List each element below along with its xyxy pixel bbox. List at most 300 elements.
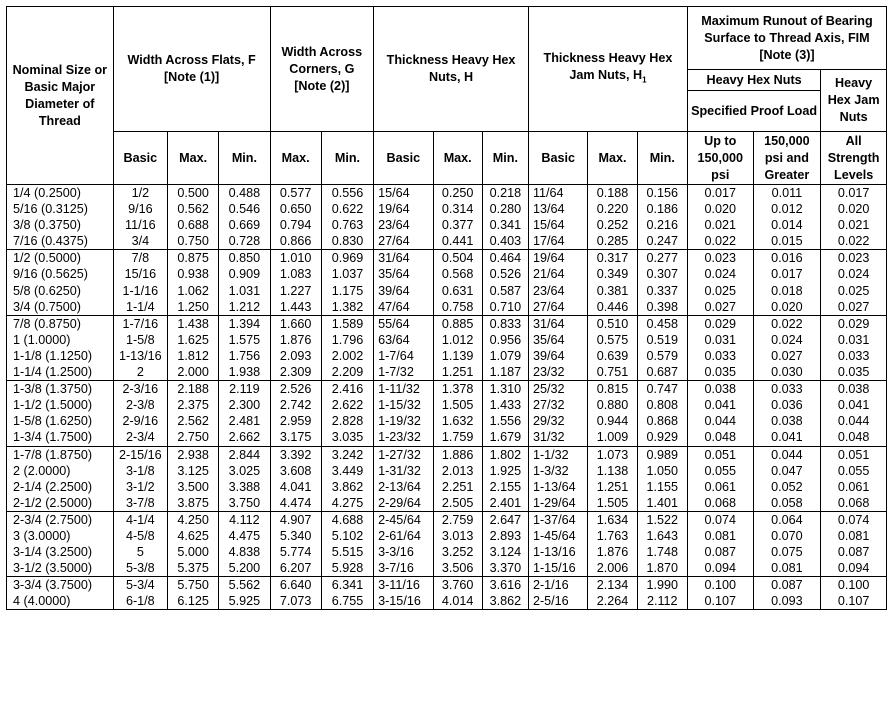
- cell-runout-jam: [821, 185, 887, 250]
- cell-flats-basic: [113, 446, 167, 511]
- cell-value: 1/4 (0.2500): [13, 186, 81, 200]
- cell-value: 0.021: [837, 218, 870, 233]
- cell-value: 4.475: [228, 528, 261, 543]
- cell-value: 3.175: [279, 430, 312, 445]
- cell-nominal-size: [7, 185, 114, 250]
- cell-value: 0.107: [837, 594, 870, 609]
- header-thickness-jam-subscript: 1: [642, 75, 647, 85]
- cell-value: 3 (3.0000): [13, 528, 71, 543]
- cell-value: 0.156: [646, 186, 679, 200]
- cell-value: 0.087: [704, 545, 736, 560]
- cell-value: 2.505: [441, 495, 474, 510]
- cell-value: 1.763: [596, 528, 629, 543]
- cell-flats-max: [168, 250, 219, 315]
- cell-flats-min: [219, 446, 270, 511]
- cell-runout-jam: [821, 577, 887, 610]
- cell-jam-min: [637, 250, 687, 315]
- cell-value: 1-7/32: [378, 365, 414, 380]
- cell-value: 1.073: [596, 447, 629, 462]
- cell-thick-max: [433, 185, 482, 250]
- cell-value: 0.020: [704, 202, 736, 217]
- cell-runout-upto: [687, 315, 753, 380]
- cell-value: 0.029: [837, 316, 870, 331]
- cell-value: 27/32: [532, 398, 565, 413]
- cell-jam-min: [637, 577, 687, 610]
- cell-value: 1.756: [228, 348, 261, 363]
- cell-value: 3.608: [279, 463, 312, 478]
- cell-runout-greater: [753, 446, 821, 511]
- cell-corners-max: [270, 185, 321, 250]
- cell-value: 3.616: [489, 578, 522, 593]
- header-width-across-flats: Width Across Flats, F [Note (1)]: [113, 7, 270, 132]
- cell-value: 0.568: [441, 267, 474, 282]
- cell-value: 0.017: [704, 186, 736, 200]
- cell-value: 1.505: [441, 398, 474, 413]
- cell-value: 0.317: [596, 251, 629, 266]
- cell-value: 2.662: [228, 430, 261, 445]
- cell-value: 2.119: [229, 382, 260, 397]
- cell-thick-basic: [374, 577, 433, 610]
- cell-value: 9/16: [128, 202, 153, 217]
- cell-value: 2.416: [331, 382, 364, 397]
- cell-value: 3.242: [331, 447, 364, 462]
- cell-value: 5.102: [331, 528, 364, 543]
- cell-value: 1.796: [331, 332, 364, 347]
- cell-value: 0.441: [441, 234, 474, 249]
- cell-runout-jam: [821, 250, 887, 315]
- cell-flats-max: [168, 381, 219, 446]
- cell-value: 1.251: [596, 479, 629, 494]
- cell-value: 0.220: [596, 202, 629, 217]
- cell-value: 11/16: [125, 218, 156, 233]
- cell-value: 0.526: [489, 267, 522, 282]
- cell-flats-basic: [113, 250, 167, 315]
- cell-value: 3/8 (0.3750): [13, 218, 81, 233]
- cell-value: 6.125: [177, 594, 209, 609]
- cell-nominal-size: [7, 315, 114, 380]
- header-150000-greater: 150,000 psi and Greater: [753, 132, 821, 185]
- cell-value: 0.035: [704, 365, 736, 380]
- cell-corners-min: [321, 185, 373, 250]
- cell-value: 0.398: [646, 299, 679, 314]
- cell-jam-max: [588, 446, 637, 511]
- cell-value: 4.907: [279, 512, 312, 527]
- cell-thick-max: [433, 511, 482, 576]
- cell-value: 7/16 (0.4375): [13, 234, 88, 249]
- cell-value: 4.625: [177, 528, 209, 543]
- cell-thick-basic: [374, 250, 433, 315]
- cell-value: 1-13/16: [118, 348, 162, 363]
- cell-value: 0.048: [704, 430, 736, 445]
- cell-corners-max: [270, 250, 321, 315]
- cell-value: 0.349: [596, 267, 629, 282]
- cell-value: 5.000: [177, 545, 209, 560]
- cell-value: 1.250: [177, 299, 209, 314]
- cell-value: 1.079: [489, 348, 522, 363]
- cell-value: 2-45/64: [378, 512, 421, 527]
- cell-value: 1.876: [596, 545, 629, 560]
- cell-value: 5.562: [228, 578, 261, 593]
- cell-value: 0.100: [837, 578, 870, 593]
- cell-value: 5-3/8: [125, 561, 155, 576]
- cell-value: 0.018: [771, 283, 803, 298]
- cell-value: 0.033: [771, 382, 803, 397]
- cell-value: 6.755: [331, 594, 364, 609]
- cell-value: 0.504: [441, 251, 474, 266]
- cell-value: 3-1/4 (3.2500): [13, 545, 93, 560]
- cell-jam-max: [588, 381, 637, 446]
- cell-value: 0.669: [228, 218, 261, 233]
- cell-value: 27/64: [532, 299, 565, 314]
- header-width-across-corners: Width Across Corners, G [Note (2)]: [270, 7, 374, 132]
- cell-value: 0.188: [596, 186, 629, 200]
- cell-value: 4.838: [228, 545, 261, 560]
- cell-nominal-size: [7, 381, 114, 446]
- cell-value: 0.044: [704, 414, 736, 429]
- cell-corners-min: [321, 577, 373, 610]
- cell-value: 0.751: [596, 365, 629, 380]
- cell-value: 3.862: [331, 479, 364, 494]
- cell-runout-greater: [753, 381, 821, 446]
- table-row-group: [7, 250, 887, 315]
- cell-flats-basic: [113, 577, 167, 610]
- cell-value: 25/32: [532, 382, 565, 397]
- cell-flats-min: [219, 577, 270, 610]
- cell-value: 1.083: [279, 267, 312, 282]
- cell-value: 19/64: [378, 202, 410, 217]
- cell-value: 4-5/8: [125, 528, 155, 543]
- cell-jam-basic: [528, 315, 587, 380]
- cell-value: 0.055: [704, 463, 736, 478]
- cell-value: 0.055: [837, 463, 870, 478]
- cell-value: 2-3/16: [122, 382, 159, 397]
- cell-value: 1-15/16: [532, 561, 576, 576]
- cell-value: 0.070: [771, 528, 803, 543]
- cell-jam-max: [588, 250, 637, 315]
- cell-value: 1-23/32: [378, 430, 421, 445]
- cell-value: 2.759: [441, 512, 474, 527]
- header-thick-basic: Basic: [374, 132, 433, 185]
- cell-value: 11/64: [532, 186, 564, 200]
- cell-value: 2.375: [177, 398, 209, 413]
- cell-value: 0.027: [771, 348, 803, 363]
- cell-value: 0.023: [837, 251, 870, 266]
- cell-value: 23/64: [532, 283, 565, 298]
- cell-value: 2.959: [279, 414, 312, 429]
- cell-value: 6.341: [331, 578, 364, 593]
- cell-jam-max: [588, 185, 637, 250]
- cell-value: 2.188: [177, 382, 209, 397]
- table-body: [7, 185, 887, 610]
- cell-value: 47/64: [378, 299, 410, 314]
- cell-flats-min: [219, 250, 270, 315]
- cell-value: 1-11/32: [378, 382, 420, 397]
- cell-value: 0.381: [596, 283, 629, 298]
- cell-thick-basic: [374, 185, 433, 250]
- cell-value: 0.087: [771, 578, 803, 593]
- cell-value: 0.519: [646, 332, 679, 347]
- cell-value: 0.186: [646, 202, 679, 217]
- cell-value: 0.015: [771, 234, 803, 249]
- cell-value: 0.017: [837, 186, 870, 200]
- cell-value: 0.488: [228, 186, 261, 200]
- cell-value: 1.443: [279, 299, 312, 314]
- cell-value: 7/8: [131, 251, 150, 266]
- cell-value: 0.024: [771, 332, 803, 347]
- cell-value: 1-7/16: [122, 316, 159, 331]
- cell-value: 0.038: [704, 382, 736, 397]
- cell-value: 31/32: [532, 430, 565, 445]
- cell-value: 31/64: [532, 316, 565, 331]
- cell-value: 0.033: [704, 348, 736, 363]
- cell-value: 0.023: [704, 251, 736, 266]
- cell-value: 5.750: [177, 578, 209, 593]
- cell-value: 0.051: [704, 447, 736, 462]
- cell-value: 1-5/8: [125, 332, 155, 347]
- cell-runout-jam: [821, 381, 887, 446]
- cell-runout-greater: [753, 511, 821, 576]
- cell-value: 0.314: [441, 202, 474, 217]
- cell-value: 1-1/8 (1.1250): [13, 348, 93, 363]
- cell-value: 0.868: [646, 414, 679, 429]
- cell-value: 2.209: [331, 365, 364, 380]
- table-row-group: [7, 511, 887, 576]
- cell-value: 1.175: [331, 283, 364, 298]
- cell-value: 0.025: [704, 283, 736, 298]
- cell-value: 0.074: [837, 512, 870, 527]
- cell-value: 0.403: [489, 234, 522, 249]
- cell-jam-min: [637, 381, 687, 446]
- cell-flats-basic: [113, 185, 167, 250]
- cell-value: 0.074: [704, 512, 736, 527]
- cell-value: 4.112: [229, 512, 260, 527]
- cell-corners-max: [270, 381, 321, 446]
- cell-jam-basic: [528, 381, 587, 446]
- cell-corners-max: [270, 577, 321, 610]
- header-flats-max: Max.: [168, 132, 219, 185]
- cell-value: 3.392: [279, 447, 312, 462]
- header-corners-min: Min.: [321, 132, 373, 185]
- cell-value: 55/64: [378, 316, 410, 331]
- cell-value: 0.909: [228, 267, 261, 282]
- cell-value: 0.575: [596, 332, 629, 347]
- cell-value: 5.515: [331, 545, 364, 560]
- cell-value: 1.155: [646, 479, 679, 494]
- cell-value: 0.036: [771, 398, 803, 413]
- cell-flats-max: [168, 577, 219, 610]
- cell-jam-min: [637, 511, 687, 576]
- cell-value: 1-7/8 (1.8750): [13, 447, 93, 462]
- cell-value: 0.044: [837, 414, 870, 429]
- cell-value: 2-1/4 (2.2500): [13, 479, 93, 494]
- cell-value: 0.081: [771, 561, 803, 576]
- cell-value: 4.014: [441, 594, 474, 609]
- cell-value: 0.464: [489, 251, 522, 266]
- cell-value: 1-1/4: [125, 299, 155, 314]
- cell-value: 2-15/16: [118, 447, 162, 462]
- cell-value: 0.562: [177, 202, 209, 217]
- cell-value: 2.622: [331, 398, 364, 413]
- cell-runout-jam: [821, 511, 887, 576]
- cell-value: 0.850: [228, 251, 261, 266]
- cell-value: 1.589: [331, 316, 364, 331]
- cell-flats-basic: [113, 315, 167, 380]
- cell-value: 2-1/16: [532, 578, 569, 593]
- cell-runout-greater: [753, 577, 821, 610]
- cell-flats-max: [168, 185, 219, 250]
- cell-value: 9/16 (0.5625): [13, 267, 88, 282]
- cell-value: 0.075: [771, 545, 803, 560]
- cell-value: 0.068: [704, 495, 736, 510]
- cell-value: 1-1/2 (1.5000): [13, 398, 93, 413]
- cell-value: 0.021: [704, 218, 736, 233]
- cell-value: 0.710: [489, 299, 522, 314]
- cell-value: 0.446: [596, 299, 629, 314]
- cell-value: 0.022: [837, 234, 870, 249]
- cell-value: 2.155: [489, 479, 522, 494]
- header-heavy-hex-nuts: Heavy Hex Nuts: [687, 70, 820, 91]
- cell-value: 3.500: [177, 479, 209, 494]
- cell-value: 1.990: [646, 578, 679, 593]
- cell-value: 3.013: [441, 528, 474, 543]
- cell-value: 1.870: [646, 561, 679, 576]
- cell-value: 21/64: [532, 267, 565, 282]
- cell-value: 0.880: [596, 398, 629, 413]
- cell-value: 13/64: [532, 202, 565, 217]
- cell-corners-max: [270, 315, 321, 380]
- cell-thick-min: [482, 577, 528, 610]
- heavy-hex-nut-dimensions-table: [6, 6, 887, 610]
- cell-value: 3-1/2: [125, 479, 155, 494]
- cell-value: 3-11/16: [378, 578, 420, 593]
- cell-value: 5: [136, 545, 144, 560]
- cell-value: 3.125: [177, 463, 209, 478]
- cell-value: 1-19/32: [378, 414, 421, 429]
- cell-thick-min: [482, 315, 528, 380]
- cell-value: 1.575: [228, 332, 261, 347]
- cell-value: 19/64: [532, 251, 565, 266]
- cell-value: 0.022: [704, 234, 736, 249]
- cell-value: 3-7/8: [125, 495, 155, 510]
- table-row-group: [7, 577, 887, 610]
- cell-value: 0.058: [771, 495, 803, 510]
- cell-value: 0.038: [837, 382, 870, 397]
- cell-value: 0.041: [837, 398, 870, 413]
- cell-value: 4.041: [279, 479, 312, 494]
- cell-value: 0.285: [596, 234, 629, 249]
- cell-value: 17/64: [532, 234, 565, 249]
- header-max-runout: Maximum Runout of Bearing Surface to Thread Axis, FIM [Note (3)]: [687, 7, 886, 70]
- cell-value: 0.107: [704, 594, 736, 609]
- cell-value: 0.014: [771, 218, 803, 233]
- cell-value: 3.124: [489, 545, 522, 560]
- cell-value: 1-13/64: [532, 479, 576, 494]
- cell-value: 2-3/8: [125, 398, 155, 413]
- cell-value: 1-27/32: [378, 447, 421, 462]
- cell-value: 2.828: [331, 414, 364, 429]
- cell-nominal-size: [7, 577, 114, 610]
- header-jam-max: Max.: [588, 132, 637, 185]
- cell-value: 0.989: [646, 447, 679, 462]
- header-upto-150000: Up to 150,000 psi: [687, 132, 753, 185]
- cell-value: 39/64: [378, 283, 410, 298]
- cell-value: 0.510: [596, 316, 629, 331]
- header-heavy-hex-jam-nuts: Heavy Hex Jam Nuts: [821, 70, 887, 132]
- cell-value: 0.061: [704, 479, 736, 494]
- cell-value: 1.938: [228, 365, 261, 380]
- cell-value: 15/64: [378, 186, 410, 200]
- cell-thick-min: [482, 446, 528, 511]
- cell-value: 1.812: [177, 348, 209, 363]
- cell-value: 1.009: [596, 430, 629, 445]
- cell-value: 0.250: [441, 186, 474, 200]
- cell-value: 0.247: [646, 234, 679, 249]
- cell-value: 1.438: [177, 316, 209, 331]
- cell-value: 0.277: [646, 251, 679, 266]
- cell-value: 1.378: [441, 382, 474, 397]
- cell-corners-min: [321, 446, 373, 511]
- cell-jam-basic: [528, 250, 587, 315]
- cell-value: 5.774: [279, 545, 312, 560]
- cell-runout-jam: [821, 315, 887, 380]
- cell-value: 2.300: [228, 398, 261, 413]
- cell-value: 0.052: [771, 479, 803, 494]
- cell-value: 0.252: [596, 218, 629, 233]
- cell-value: 0.020: [837, 202, 870, 217]
- cell-flats-max: [168, 446, 219, 511]
- cell-value: 3.252: [441, 545, 474, 560]
- cell-flats-max: [168, 315, 219, 380]
- header-jam-basic: Basic: [528, 132, 587, 185]
- cell-value: 0.969: [331, 251, 364, 266]
- cell-runout-greater: [753, 315, 821, 380]
- cell-value: 0.377: [441, 218, 474, 233]
- cell-corners-min: [321, 250, 373, 315]
- cell-value: 3.025: [228, 463, 261, 478]
- cell-thick-max: [433, 381, 482, 446]
- cell-value: 4.474: [279, 495, 312, 510]
- cell-value: 0.038: [771, 414, 803, 429]
- cell-value: 2: [136, 365, 144, 380]
- cell-value: 1/2 (0.5000): [13, 251, 81, 266]
- cell-jam-basic: [528, 446, 587, 511]
- cell-corners-max: [270, 511, 321, 576]
- cell-value: 3.506: [441, 561, 474, 576]
- header-corners-max: Max.: [270, 132, 321, 185]
- cell-value: 0.458: [646, 316, 679, 331]
- cell-value: 2.481: [228, 414, 261, 429]
- cell-value: 1-3/32: [532, 463, 569, 478]
- cell-value: 5-3/4: [125, 578, 155, 593]
- cell-value: 29/32: [532, 414, 565, 429]
- cell-value: 1.802: [489, 447, 522, 462]
- cell-jam-min: [637, 446, 687, 511]
- cell-value: 2.844: [228, 447, 261, 462]
- cell-value: 0.758: [441, 299, 474, 314]
- cell-value: 0.929: [646, 430, 679, 445]
- cell-value: 0.885: [441, 316, 474, 331]
- cell-value: 0.024: [837, 267, 870, 282]
- cell-value: 1.634: [596, 512, 629, 527]
- cell-nominal-size: [7, 511, 114, 576]
- cell-jam-min: [637, 185, 687, 250]
- cell-value: 1/2: [131, 186, 150, 200]
- cell-value: 15/16: [124, 267, 157, 282]
- cell-value: 0.012: [771, 202, 803, 217]
- cell-value: 1.556: [489, 414, 522, 429]
- cell-corners-min: [321, 315, 373, 380]
- cell-value: 0.794: [279, 218, 312, 233]
